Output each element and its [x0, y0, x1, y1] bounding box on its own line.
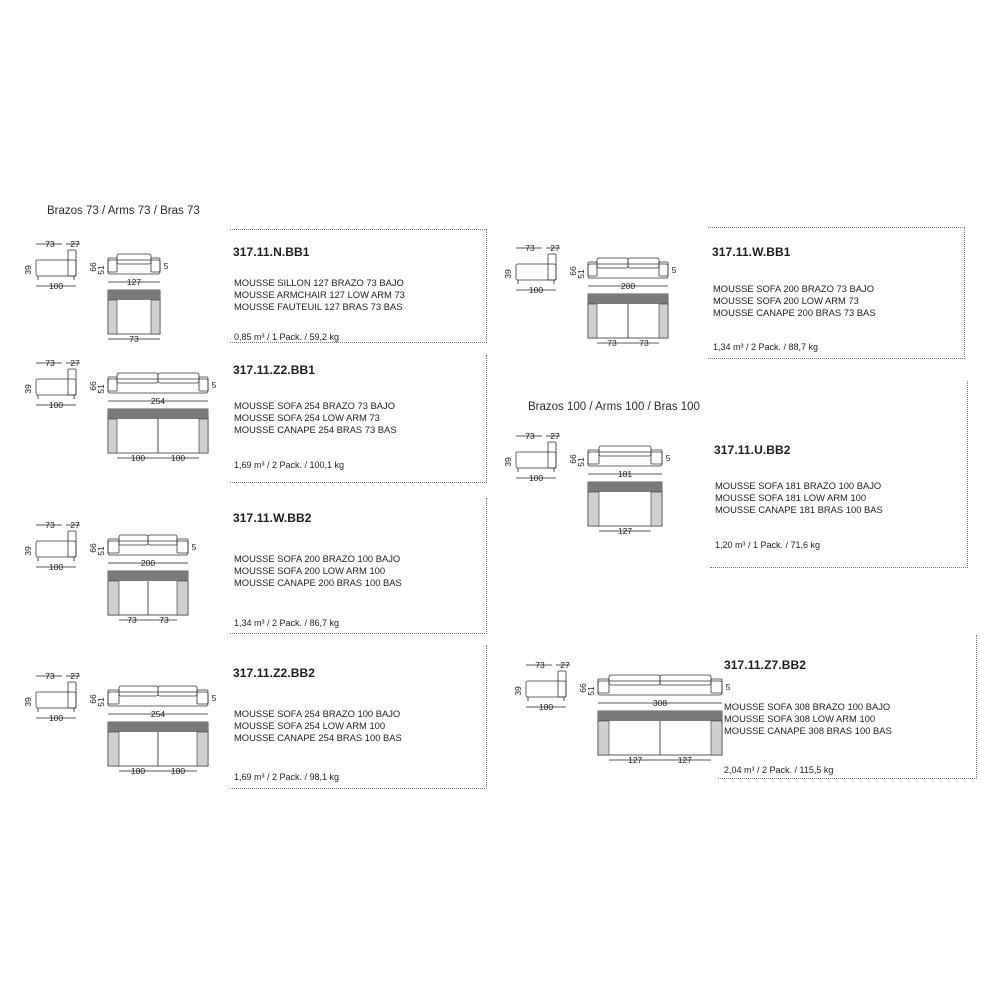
product-code: 317.11.Z2.BB2	[233, 666, 316, 680]
side-view-backrest	[548, 254, 556, 280]
dimension-side-back: 27	[550, 431, 560, 441]
dimension-front-height: 66	[88, 262, 98, 272]
section-heading-arms-100: Brazos 100 / Arms 100 / Bras 100	[528, 401, 700, 413]
dimension-side-height: 39	[503, 457, 513, 467]
product-description	[724, 701, 892, 737]
side-view-seat	[526, 681, 566, 697]
dimension-side-height: 39	[513, 686, 523, 696]
front-view-back-cushion	[158, 686, 197, 696]
section-heading-arms-73: Brazos 73 / Arms 73 / Bras 73	[47, 205, 200, 217]
dimension-seat-back: 5	[211, 380, 217, 390]
description-line-en: MOUSSE SOFA 308 LOW ARM 100	[724, 713, 876, 724]
side-view-seat	[516, 264, 556, 280]
front-view-back-cushion	[628, 258, 659, 268]
product-description	[234, 277, 405, 313]
description-line-es: MOUSSE SOFA 200 BRAZO 73 BAJO	[713, 283, 874, 294]
product-code: 317.11.Z2.BB1	[233, 363, 316, 377]
plan-view-backrest	[108, 409, 208, 419]
plan-view-arm-right	[151, 300, 160, 334]
dimension-side-back: 27	[70, 358, 80, 368]
dimension-side-width: 100	[538, 702, 554, 712]
dimension-plan-seat-a: 100	[130, 453, 146, 463]
side-view-backrest	[548, 442, 556, 468]
technical-drawing	[500, 428, 676, 536]
dimension-side-depth: 73	[45, 520, 55, 530]
front-view-back-cushion	[148, 535, 177, 545]
side-view-seat	[36, 260, 76, 276]
dimension-side-height: 39	[503, 269, 513, 279]
description-line-fr: MOUSSE CANAPE 181 BRAS 100 BAS	[715, 504, 883, 515]
side-view-backrest	[68, 531, 76, 557]
dimension-front-width: 200	[620, 281, 636, 291]
front-view-back-cushion	[599, 446, 651, 456]
description-line-es: MOUSSE SOFA 308 BRAZO 100 BAJO	[724, 701, 891, 712]
package-info: 0,85 m³ / 1 Pack. / 59,2 kg	[234, 332, 340, 342]
plan-view-arm-left	[598, 721, 609, 755]
side-view-backrest	[68, 250, 76, 276]
dimension-seat-height: 51	[96, 546, 106, 556]
side-view-seat	[36, 379, 76, 395]
description-line-fr: MOUSSE FAUTEUIL 127 BRAS 73 BAS	[234, 301, 403, 312]
dimension-side-depth: 73	[45, 358, 55, 368]
front-view-back-cushion	[119, 686, 158, 696]
technical-drawing	[20, 668, 222, 776]
drawing-w-bb2	[20, 517, 202, 630]
dimension-front-height: 66	[88, 543, 98, 553]
dimension-front-height: 66	[568, 266, 578, 276]
plan-view-backrest	[598, 711, 722, 721]
dimension-side-depth: 73	[45, 671, 55, 681]
dimension-front-width: 308	[652, 698, 668, 708]
dimension-seat-height: 51	[576, 457, 586, 467]
dimension-side-back: 27	[70, 671, 80, 681]
front-view-back-cushion	[609, 675, 660, 685]
description-line-es: MOUSSE SILLON 127 BRAZO 73 BAJO	[234, 277, 404, 288]
product-description	[713, 283, 876, 319]
side-view-backrest	[558, 671, 566, 697]
dimension-seat-height: 51	[96, 697, 106, 707]
description-line-es: MOUSSE SOFA 254 BRAZO 100 BAJO	[234, 708, 401, 719]
dimension-front-height: 66	[568, 454, 578, 464]
product-description	[234, 708, 402, 744]
plan-view-arm-right	[197, 732, 208, 766]
dimension-side-height: 39	[23, 546, 33, 556]
dimension-seat-back: 5	[211, 693, 217, 703]
dimension-seat-height: 51	[96, 265, 106, 275]
description-line-en: MOUSSE SOFA 200 LOW ARM 100	[234, 565, 386, 576]
plan-view-arm-left	[108, 732, 119, 766]
side-view-backrest	[68, 682, 76, 708]
dimension-plan-seat-a: 127	[628, 755, 643, 765]
package-info: 1,34 m³ / 2 Pack. / 86,7 kg	[234, 618, 340, 628]
plan-view-arm-right	[711, 721, 722, 755]
front-view-back-cushion	[158, 373, 199, 383]
description-line-en: MOUSSE SOFA 181 LOW ARM 100	[715, 492, 867, 503]
dimension-seat-back: 5	[665, 453, 671, 463]
description-line-fr: MOUSSE CANAPE 308 BRAS 100 BAS	[724, 725, 892, 736]
plan-view-backrest	[588, 294, 668, 304]
plan-view-arm-right	[659, 304, 668, 338]
technical-drawing	[500, 240, 682, 348]
product-description	[715, 480, 883, 516]
drawing-z2-bb1	[20, 355, 222, 468]
dimension-side-back: 27	[560, 660, 570, 670]
drawing-z2-bb2	[20, 668, 222, 781]
package-info: 2,04 m³ / 2 Pack. / 115,5 kg	[724, 765, 834, 775]
technical-drawing	[510, 657, 736, 765]
product-code: 317.11.U.BB2	[714, 443, 791, 457]
dimension-seat-height: 51	[586, 686, 596, 696]
plan-view-arm-right	[199, 419, 208, 453]
product-code: 317.11.W.BB1	[712, 245, 791, 259]
dimension-plan-seat-a: 73	[127, 615, 137, 625]
dimension-front-width: 200	[140, 558, 156, 568]
description-line-fr: MOUSSE CANAPE 200 BRAS 73 BAS	[713, 307, 876, 318]
side-view-seat	[36, 541, 76, 557]
dimension-plan-width: 73	[129, 334, 139, 344]
dimension-seat-back: 5	[671, 265, 677, 275]
plan-view-backrest	[108, 571, 188, 581]
dimension-seat-back: 5	[163, 261, 169, 271]
dimension-front-width: 254	[150, 709, 166, 719]
dimension-front-width: 254	[150, 396, 166, 406]
dimension-side-width: 100	[48, 562, 64, 572]
product-code: 317.11.W.BB2	[233, 511, 312, 525]
front-view-back-cushion	[597, 258, 628, 268]
dimension-side-back: 27	[70, 520, 80, 530]
description-line-es: MOUSSE SOFA 200 BRAZO 100 BAJO	[234, 553, 401, 564]
front-view-back-cushion	[119, 535, 148, 545]
dimension-side-height: 39	[23, 265, 33, 275]
front-view-back-cushion	[117, 254, 151, 264]
dimension-side-height: 39	[23, 384, 33, 394]
dimension-side-width: 100	[528, 473, 544, 483]
drawing-n-bb1	[20, 236, 174, 349]
package-info: 1,69 m³ / 2 Pack. / 100,1 kg	[234, 460, 345, 470]
dimension-front-width: 181	[617, 469, 633, 479]
package-info: 1,69 m³ / 2 Pack. / 98,1 kg	[234, 772, 340, 782]
description-line-en: MOUSSE SOFA 254 LOW ARM 73	[234, 412, 380, 423]
drawing-u-bb2	[500, 428, 676, 541]
technical-drawing	[20, 517, 202, 625]
product-description	[234, 553, 402, 589]
dimension-front-height: 66	[578, 683, 588, 693]
dimension-front-width: 127	[126, 277, 142, 287]
dimension-side-depth: 73	[535, 660, 545, 670]
package-info: 1,34 m³ / 2 Pack. / 88,7 kg	[713, 342, 819, 352]
dimension-seat-height: 51	[96, 384, 106, 394]
dimension-side-depth: 73	[45, 239, 55, 249]
front-view-back-cushion	[117, 373, 158, 383]
dimension-side-back: 27	[70, 239, 80, 249]
description-line-en: MOUSSE ARMCHAIR 127 LOW ARM 73	[234, 289, 405, 300]
description-line-en: MOUSSE SOFA 200 LOW ARM 73	[713, 295, 859, 306]
dimension-side-height: 39	[23, 697, 33, 707]
technical-drawing	[20, 236, 174, 344]
dimension-front-height: 66	[88, 381, 98, 391]
side-view-seat	[36, 692, 76, 708]
description-line-en: MOUSSE SOFA 254 LOW ARM 100	[234, 720, 386, 731]
front-view-back-cushion	[660, 675, 711, 685]
product-code: 317.11.Z7.BB2	[724, 658, 807, 672]
plan-view-arm-left	[108, 581, 119, 615]
dimension-plan-seat-b: 127	[677, 755, 692, 765]
plan-view-backrest	[108, 290, 160, 300]
plan-view-arm-left	[588, 304, 597, 338]
description-line-fr: MOUSSE CANAPE 200 BRAS 100 BAS	[234, 577, 402, 588]
dimension-plan-seat-b: 100	[170, 766, 186, 776]
product-description	[234, 400, 397, 436]
dimension-side-depth: 73	[525, 243, 535, 253]
description-line-es: MOUSSE SOFA 181 BRAZO 100 BAJO	[715, 480, 882, 491]
plan-view-backrest	[588, 482, 662, 492]
dimension-plan-seat-b: 73	[159, 615, 169, 625]
dimension-seat-height: 51	[576, 269, 586, 279]
dimension-plan-seat-b: 100	[170, 453, 186, 463]
side-view-backrest	[68, 369, 76, 395]
plan-view-arm-left	[108, 419, 117, 453]
dimension-side-depth: 73	[525, 431, 535, 441]
dimension-plan-seat-b: 73	[639, 338, 649, 348]
dimension-side-width: 100	[48, 400, 64, 410]
dimension-side-back: 27	[550, 243, 560, 253]
description-line-es: MOUSSE SOFA 254 BRAZO 73 BAJO	[234, 400, 395, 411]
dimension-side-width: 100	[48, 281, 64, 291]
description-line-fr: MOUSSE CANAPE 254 BRAS 73 BAS	[234, 424, 397, 435]
dimension-plan-width: 127	[617, 526, 633, 536]
plan-view-arm-right	[651, 492, 662, 526]
plan-view-arm-left	[588, 492, 599, 526]
drawing-w-bb1	[500, 240, 682, 353]
package-info: 1,20 m³ / 1 Pack. / 71,6 kg	[715, 540, 821, 550]
drawing-z7-bb2	[510, 657, 736, 770]
technical-drawing	[20, 355, 222, 463]
dimension-seat-back: 5	[191, 542, 197, 552]
dimension-seat-back: 5	[725, 682, 731, 692]
plan-view-arm-left	[108, 300, 117, 334]
product-code: 317.11.N.BB1	[233, 245, 310, 259]
side-view-seat	[516, 452, 556, 468]
dimension-side-width: 100	[48, 713, 64, 723]
dimension-front-height: 66	[88, 694, 98, 704]
plan-view-arm-right	[177, 581, 188, 615]
dimension-plan-seat-a: 100	[130, 766, 146, 776]
description-line-fr: MOUSSE CANAPE 254 BRAS 100 BAS	[234, 732, 402, 743]
plan-view-backrest	[108, 722, 208, 732]
dimension-plan-seat-a: 73	[607, 338, 617, 348]
dimension-side-width: 100	[528, 285, 544, 295]
